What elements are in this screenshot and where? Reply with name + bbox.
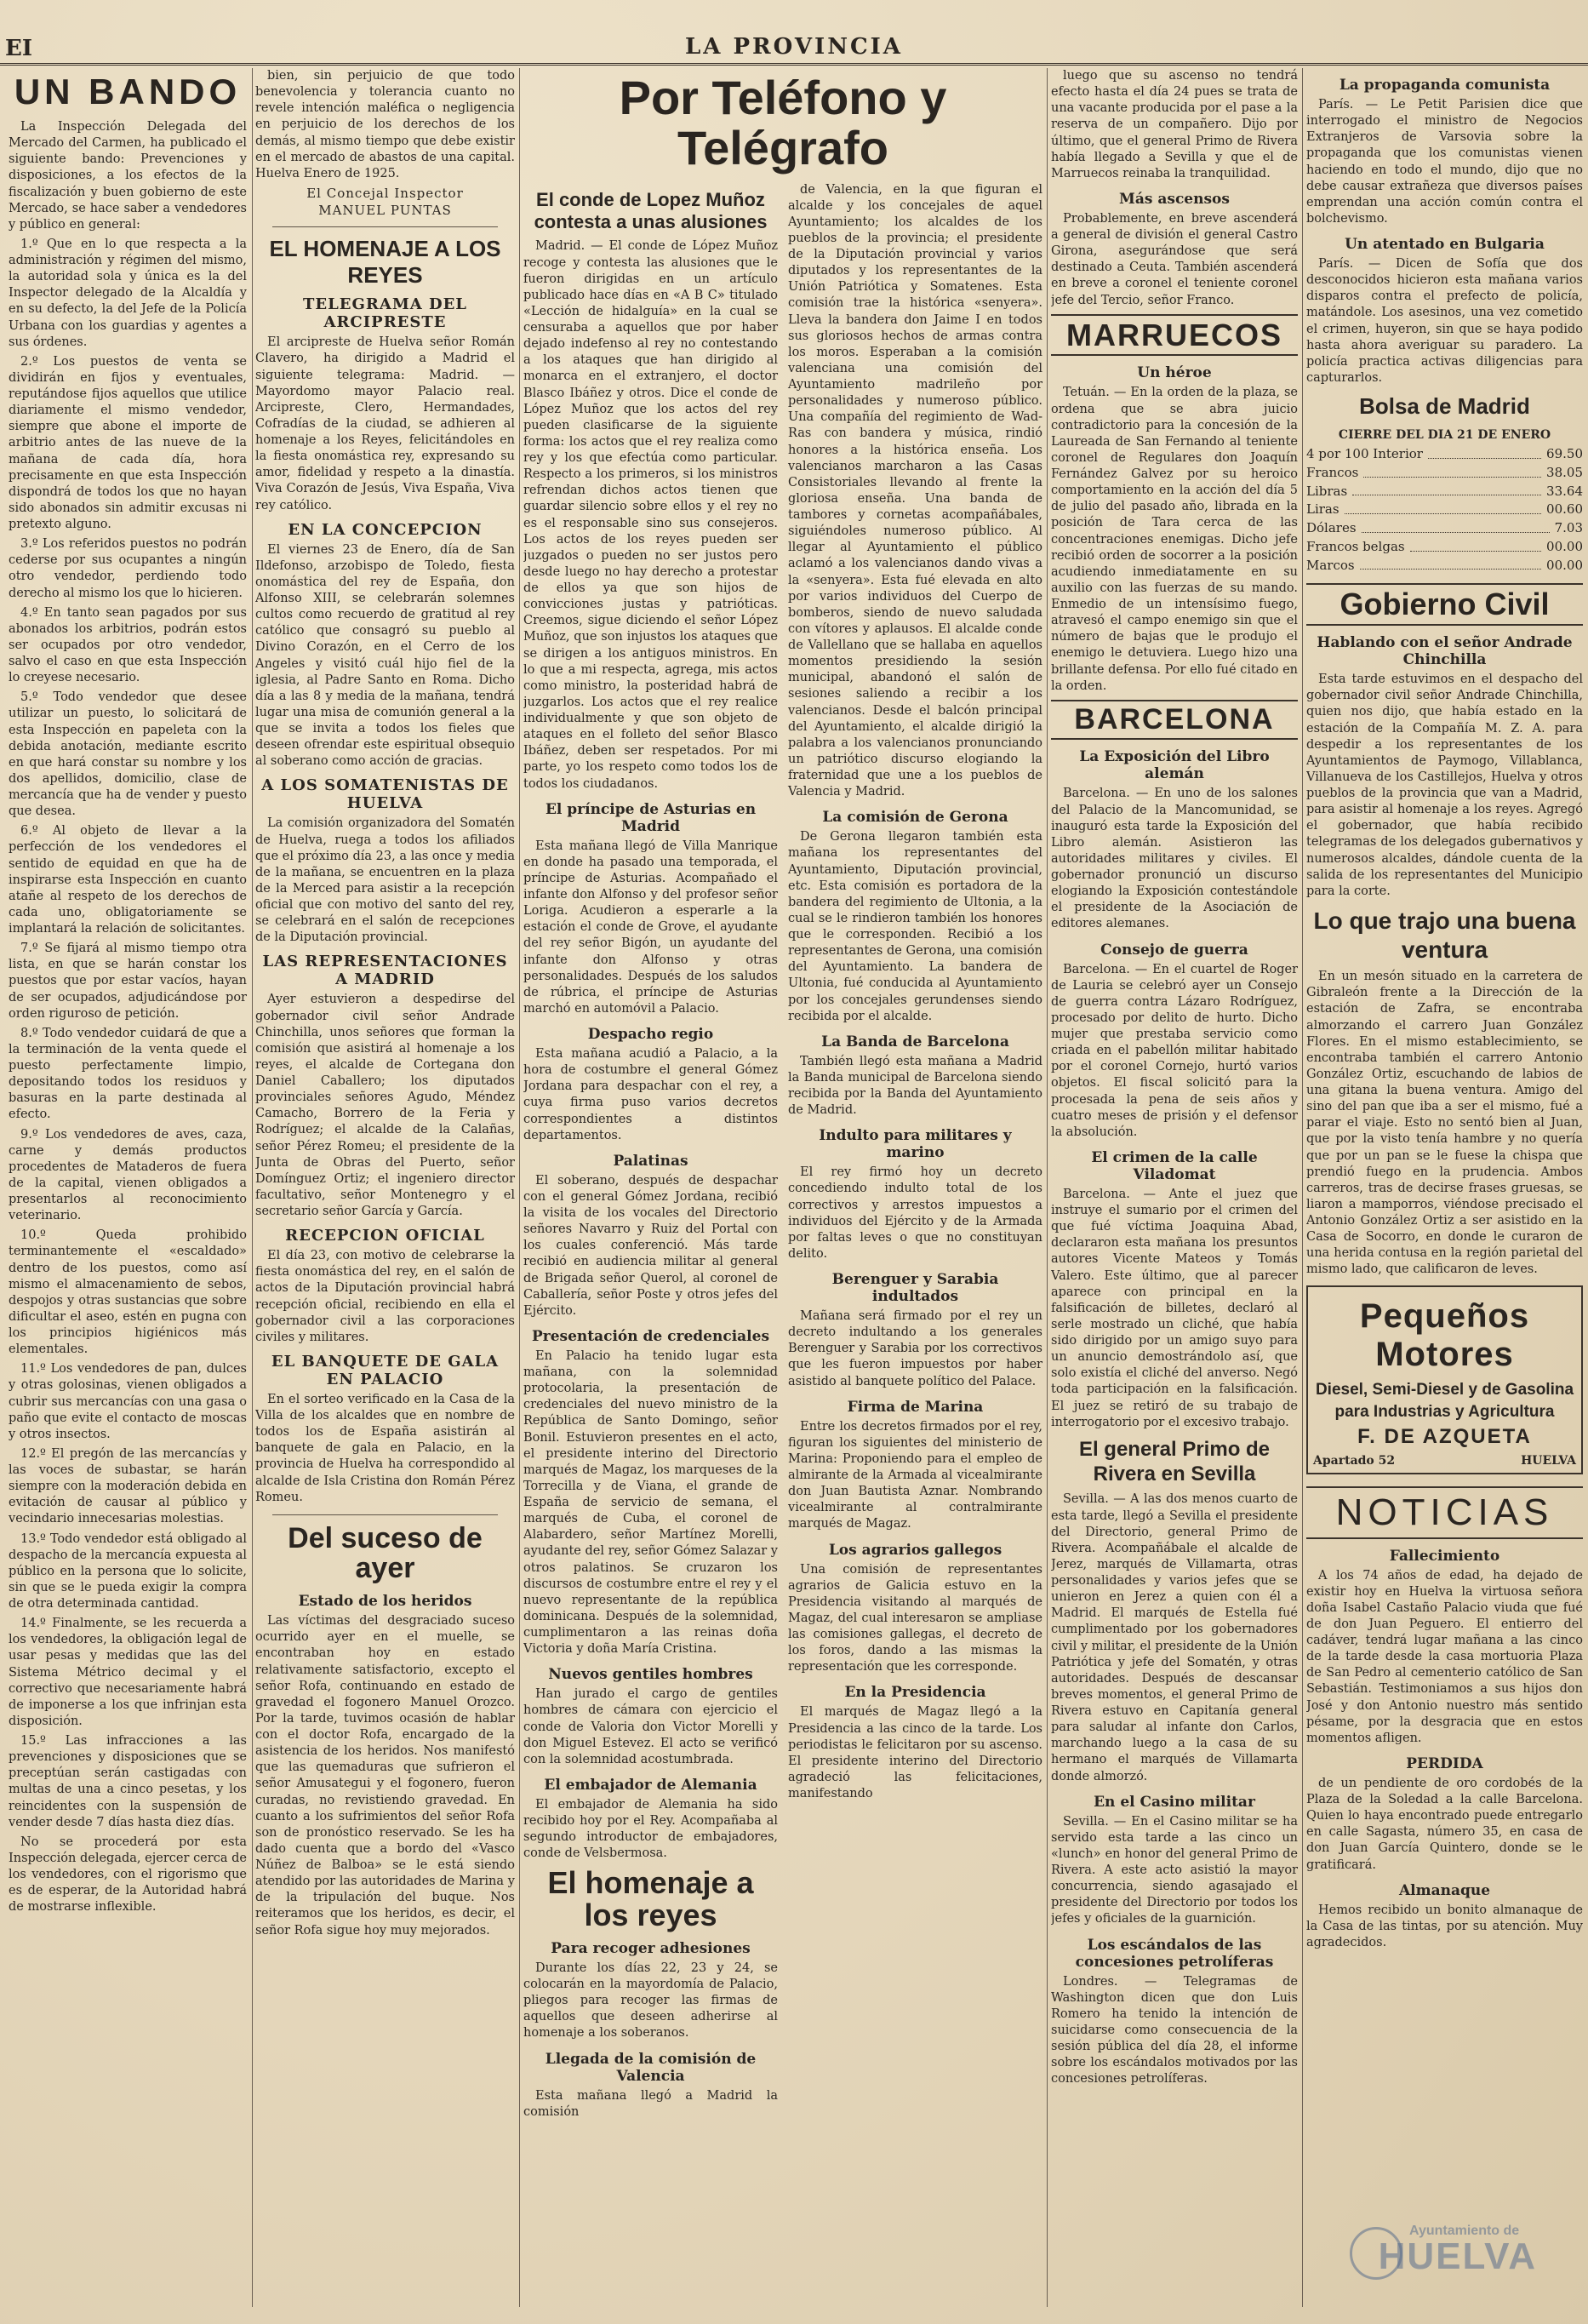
masthead xyxy=(0,29,1588,66)
leader-dots xyxy=(1352,483,1541,496)
subcolumn-left xyxy=(523,182,778,2124)
signature-name: MANUEL PUNTAS xyxy=(318,202,452,218)
subheading: Para recoger adhesiones xyxy=(551,1939,751,1957)
article-body: De Gerona llegaron también esta mañana los representantes del Ayuntamiento, Diputación provincial, etc. Esta comisión es portadora de la bandera del regimiento de Ultonia, a la cual se le rindieron también los honores que le corresponden. Recibió a los representantes de Gerona, una comisión del Ayuntamiento. La bandera de Ultonia, fué conducida al Ayuntamiento por los concejales gerundenses siendo recibida por el alcalde. xyxy=(788,830,1042,1023)
bolsa-label: Marcos xyxy=(1306,557,1355,573)
article-paragraphs xyxy=(9,237,247,1916)
leader-dots xyxy=(1360,557,1541,570)
subheading: Los escándalos de las concesiones petrolíferas xyxy=(1075,1936,1274,1971)
article-continuation: bien, sin perjuicio de que todo benevolencia y tolerancia cuanto no revele intención maléfica o negligencia en perjuicio de los derechos de los demás, al mismo tiempo que debe existir en el mercado de abastos de una capital. Huelva Enero de 1925. xyxy=(255,69,515,180)
article-paragraph: 9.º Los vendedores de aves, caza, carne y demás productos procedentes de Mataderos de fuera de la capital, vienen obligados a presentarlos al reconocimiento veterinario. xyxy=(9,1127,247,1223)
article-paragraph: 4.º En tanto sean pagados por sus abonados los arbitrios, podrán estos ser ocupados por otro vendedor, salvo el caso en que esta Inspección lo creyese necesario. xyxy=(9,605,247,685)
ad-apartado: Apartado 52 xyxy=(1313,1453,1396,1468)
subheading: En el Casino militar xyxy=(1094,1793,1255,1811)
article-body: Durante los días 22, 23 y 24, se colocarán en la mayordomía de Palacio, pliegos para recoger las firmas de aquellos que deseen adherirse al homenaje a los soberanos. xyxy=(523,1961,778,2041)
leader-dots xyxy=(1362,519,1550,533)
subheading: EN LA CONCEPCION xyxy=(288,520,483,539)
article-body: Barcelona. — Ante el juez que instruye el sumario por el crimen del que fué víctima Joaquina Abad, declararon esta mañana los presuntos autores Vicente Mateos y Tomás Valero. Este último, que al parecer aparece con principal en la falsificación de billetes, declaró al serle mostrado un cliché, que había sido dirigido por un amigo suyo para un anuncio demostrándolo así, que solo existía el cliché del anverso. Negó toda participación en la falsificación. El juez se retiró de su trabajo de interrogatorio por el excesivo trabajo. xyxy=(1051,1187,1298,1429)
article-paragraph: 7.º Se fijará al mismo tiempo otra lista, en que se harán constar los puestos que por estar vacíos, hayan de ser ocupados, adjudicándose por orden riguroso de petición. xyxy=(9,942,247,1021)
subheading: Llegada de la comisión de Valencia xyxy=(545,2050,757,2085)
divider xyxy=(272,226,498,227)
article-paragraph: 14.º Finalmente, se les recuerda a los vendedores, la obligación legal de usar pesas y medidas que las del Sistema Métrico decimal y el correctivo que necesariamente habrá de imponerse a los que infrinjan esta disposición. xyxy=(9,1617,247,1728)
article-body: Hemos recibido un bonito almanaque de la Casa de las tintas, por su atención. Muy agradecidos. xyxy=(1306,1903,1583,1949)
subheading: Hablando con el señor Andrade Chinchilla xyxy=(1317,634,1573,669)
column-rule xyxy=(519,68,520,2307)
column-rule xyxy=(1047,68,1048,2307)
article-body: Madrid. — El conde de López Muñoz recoge y contesta las alusiones que le fueron dirigidas en un artículo publicado hace días en «A B C» titulado «Lección de hidalguía» en la cual se censuraba a aquellos que por haber dejado indefenso al rey no contestando a los ataques que han dirigido al monarca en el extranjero, el doctor Blasco Ibáñez y otros. Dice el conde de López Muñoz que los actos del rey pueden clasificarse de la siguiente forma: los actos que el rey realiza como rey y los que efectúa como particular. Respecto a los primeros, si los ministros refrendan dichos actos tienen que guardar silencio sobre ellos y el rey no es el responsable sino sus consejeros. Los actos de los reyes pueden ser juzgados o pueden no ser justos pero desde luego no hay derecho a protestar de ellos ya que son hijos de convicciones justas y patrióticas. Creemos, sigue diciendo el señor López Muñoz, que son injustos los ataques que se dirigen a los antiguos ministros. En lo que a mi respecta, agrega, mis actos como ministro, la posteridad habrá de juzgarlos. Los actos que el rey realice individualmente y que son objeto de ataques en el folleto del señor Blasco Ibáñez, deben ser respetados. Por mi parte, yo los respeto como todos los de todos los ciudadanos. xyxy=(523,239,778,791)
article-paragraph: 13.º Todo vendedor está obligado al despacho de la mercancía expuesta al público en la persona que lo solicite, sin que se le pueda exigir la compra de otra determinada cantidad. xyxy=(9,1531,247,1611)
bolsa-row xyxy=(1306,538,1583,557)
article-paragraph: 10.º Queda prohibido terminantemente el «escaldado» dentro de los puestos, como así mismo el almacenamiento de sebos, despojos y otras sustancias que sobre dificultar el aseo, estén en pugna con los principios higiénicos más elementales. xyxy=(9,1228,247,1357)
bolsa-value: 00.60 xyxy=(1546,501,1583,518)
subheading: Palatinas xyxy=(613,1152,688,1170)
subheading: Fallecimiento xyxy=(1389,1547,1500,1565)
article-body: Mañana será firmado por el rey un decreto indultando a los generales Berenguer y Sarabia por los correctivos que les fueron impuestos por haber asistido al banquete político del Palace. xyxy=(788,1309,1042,1388)
article-paragraph: 5.º Todo vendedor que desee utilizar un puesto, lo solicitará de esta Inspección en papeleta con la debida anotación, mediante escrito en que hará constar su nombre y los dos apellidos, domicilio, clase de mercancía que ha de vender y puesto que desea. xyxy=(9,690,247,819)
article-body: Sevilla. — En el Casino militar se ha servido esta tarde a las cinco un «lunch» en honor del general Primo de Rivera. A este acto asistió la mayor concurrencia, siendo agasajado el presidente del Directorio por todos los jefes y oficiales de la guarnición. xyxy=(1051,1814,1298,1926)
column-3 xyxy=(523,68,1042,2307)
article-paragraph: 2.º Los puestos de venta se dividirán en fijos y eventuales, reputándose fijos aquellos que utilice diariamente el mismo vendedor, siempre que abone el importe de arbitrio antes de las nueve de la mañana de cada día, hora precisamente en que esta Inspección dispondrá de todos los que no hayan sido abonados sin admitir excusas ni pretexto alguno. xyxy=(9,354,247,532)
headline-homenaje-reyes: El homenaje a los reyes xyxy=(547,1865,754,1933)
subheading: Los agrarios gallegos xyxy=(828,1541,1002,1559)
advertisement xyxy=(1306,1285,1583,1474)
headline-suceso: Del suceso de ayer xyxy=(288,1521,483,1585)
article-body: En Palacio ha tenido lugar esta mañana, con la solemnidad protocolaria, la presentación de credenciales del nuevo ministro de la República de Santo Domingo, señor Bonil. Estuvieron presentes en el acto, el presidente interino del Directorio marqués de Magaz, los marqueses de la Torrecilla y de Viana, el grande de España de servicio de semana, el marqués de Cuba, el coronel de Alabardero, señor Martínez Morelli, ayudante del rey, señor Gómez Salazar y otros palatinos. Se cruzaron los discursos de costumbre entre el rey y el nuevo representante de la república dominicana. Después de la solemnidad, cumplimentaron a las reinas doña Victoria y doña María Cristina. xyxy=(523,1348,778,1657)
column-4 xyxy=(1051,68,1298,2307)
masthead-left: EI xyxy=(5,36,32,61)
subheading: Estado de los heridos xyxy=(298,1593,472,1611)
ad-footer xyxy=(1313,1454,1576,1468)
ad-title: Pequeños Motores xyxy=(1359,1297,1530,1373)
bolsa-value: 33.64 xyxy=(1546,483,1583,499)
column-2 xyxy=(255,68,515,2307)
headline-buena-ventura: Lo que trajo una buena ventura xyxy=(1313,907,1576,963)
headline-noticias: NOTICIAS xyxy=(1306,1486,1583,1539)
signature-title: El Concejal Inspector xyxy=(306,185,464,201)
article-body: El día 23, con motivo de celebrarse la fiesta onomástica del rey, en el salón de actos de la Diputación provincial habrá recepción oficial, recibiendo en ella el gobernador civil a las corporaciones civiles y militares. xyxy=(255,1249,515,1344)
article-body: El soberano, después de despachar con el general Gómez Jordana, recibió la visita de los vocales del Directorio señores Navarro y Ruiz del Portal con los cuales conferenció. Más tarde recibió en audiencia militar al general de Brigada señor Querol, al coronel de Caballería, señor Poste y otros jefes del Ejército. xyxy=(523,1173,778,1318)
subcolumn-right xyxy=(788,182,1042,2124)
article-paragraph: 3.º Los referidos puestos no podrán cederse por sus ocupantes a ningún otro vendedor, perdiendo todo derecho al mismo los que lo hicieren. xyxy=(9,537,247,600)
headline-primo-rivera: El general Primo de Rivera en Sevilla xyxy=(1078,1437,1271,1485)
article-paragraph: 12.º El pregón de las mercancías y las voces de subastar, se harán siempre con la moderación debida en evitación de causar al público y vecindario innecesarias molestias. xyxy=(9,1446,247,1526)
column-rule xyxy=(252,68,253,2307)
article-body: También llegó esta mañana a Madrid la Banda municipal de Barcelona siendo recibida por la Banda del Ayuntamiento de Madrid. xyxy=(788,1054,1042,1118)
subheading: Un héroe xyxy=(1137,364,1212,382)
column-5 xyxy=(1306,68,1583,2307)
bolsa-value: 38.05 xyxy=(1546,464,1583,480)
bolsa-table xyxy=(1306,445,1583,575)
article-paragraph: 11.º Los vendedores de pan, dulces y otras golosinas, vienen obligados a cubrir sus mercancías con una gasa o paño que evite el contacto de moscas y otros insectos. xyxy=(9,1362,247,1441)
article-body: Barcelona. — En uno de los salones del Palacio de la Mancomunidad, se inauguró esta tarde la Exposición del Libro alemán. Asistieron las autoridades militares y civiles. El gobernador pronunció un discurso elogiando la Exposición contestándole el presidente de la Asociación de editores alemanes. xyxy=(1051,787,1298,931)
leader-dots xyxy=(1410,538,1541,552)
bolsa-label: Francos xyxy=(1306,464,1359,480)
leader-dots xyxy=(1428,445,1541,459)
bolsa-label: Dólares xyxy=(1306,520,1357,536)
article-body: En el sorteo verificado en la Casa de la Villa de los alcaldes que en nombre de todos los de España asistirán al banquete de gala en Palacio, en la provincia de Huelva ha correspondido al alcalde de Isla Cristina don Román Pérez Romeu. xyxy=(255,1392,515,1504)
bolsa-row xyxy=(1306,464,1583,483)
bolsa-label: Francos belgas xyxy=(1306,538,1405,554)
article-body: El embajador de Alemania ha sido recibido hoy por el Rey. Acompañaba al segundo introductor de embajadores, conde de Velsbermosa. xyxy=(523,1797,778,1861)
bolsa-date: CIERRE DEL DIA 21 DE ENERO xyxy=(1338,428,1551,443)
bolsa-row xyxy=(1306,557,1583,575)
watermark-line2: HUELVA xyxy=(1378,2235,1537,2277)
article-body: Ayer estuvieron a despedirse del gobernador civil señor Andrade Chinchilla, unos señores que forman la comisión que asistirá al homenaje a los reyes, el alcalde de Cortegana don Daniel Caballero; los diputados provinciales señores Agudo, Méndez Camacho, Borrero de la Feria y Rodríguez; el alcalde de la Calañas, señor Pérez Romeu; el presidente de la Junta de Obras del Puerto, señor Domínguez Ortiz; el ingeniero director facultativo, señor Montenegro y el secretario señor García y García. xyxy=(255,993,515,1218)
subheading: TELEGRAMA DEL ARCIPRESTE xyxy=(303,295,467,332)
article-body: Barcelona. — En el cuartel de Roger de Lauria se celebró ayer un Consejo de guerra contra Lázaro Rodríguez, procesado por delito de hurto. Dicho mujer que prestaba servicio como criada en el pabellón militar habitado por el coronel Cornejo, hurtó varios objetos. El fiscal solicitó para la procesada la pena de seis años y cuatro meses de prisión y el defensor la absolución. xyxy=(1051,962,1298,1139)
bolsa-label: 4 por 100 Interior xyxy=(1306,446,1423,462)
bolsa-value: 00.00 xyxy=(1546,557,1583,573)
bolsa-value: 00.00 xyxy=(1546,538,1583,554)
article-body: La comisión organizadora del Somatén de Huelva, ruega a todos los afiliados que el próximo día 23, a las once y media de la mañana, se encuentren en la plaza de la Merced para asistir a la recepción oficial que con motivo del santo del rey, se celebrará en el salón de recepciones de la Diputación provincial. xyxy=(255,816,515,945)
subheading: Indulto para militares y marino xyxy=(819,1127,1012,1162)
article-body: Las víctimas del desgraciado suceso ocurrido ayer en el muelle, se encontraban hoy en estado relativamente satisfactorio, excepto el señor Rofa, continuando en estado de gravedad el fogonero Manuel Orozco. Por la tarde, tuvimos ocasión de hablar con el doctor Rofa, encargado de la asistencia de los heridos. Nos manifestó que las quemaduras que sufrieron el señor Amusategui y el fogonero, fueron curadas, no revistiendo gravedad. En cuanto a los sufrimientos del señor Rofa son de pronóstico reservado. Se les ha dado cuenta que a bordo del «Vasco Núñez de Balboa» se le está siendo atendido por las autoridades de Marina y de la tripulación del buque. Nos reiteramos que los heridos, es decir, el señor Rofa sigue hoy muy mejorados. xyxy=(255,1614,515,1938)
subheading: Más ascensos xyxy=(1119,190,1230,208)
article-body: Esta mañana llegó a Madrid la comisión xyxy=(523,2088,778,2119)
article-paragraph: 8.º Todo vendedor cuidará de que a la terminación de la venta quede el puesto perfectamente limpio, depositando todos los residuos y basuras en la parte destinada al efecto. xyxy=(9,1026,247,1122)
subheading: EL BANQUETE DE GALA EN PALACIO xyxy=(271,1352,500,1388)
subheading: La comisión de Gerona xyxy=(822,809,1008,827)
leader-dots xyxy=(1363,464,1541,478)
article-body: Sevilla. — A las dos menos cuarto de esta tarde, llegó a Sevilla el presidente del Directorio, general Primo de Rivera. Acompañábale el alcalde de Jerez, marqués de Villamarta, otras personalidades y varios jefes que se unieron en Jerez a quien con él a Madrid. El marqués de Estella fué cumplimentado por los gobernadores civil y militar, el presidente de la Unión Patriótica y jefe del Somatén, y otras autoridades. Después de descansar breves momentos, el general Primo de Rivera estuvo en Capitanía general para saludar al infante don Carlos, marchando luego a la casa de su hermano el marqués de Villamarta donde almorzó. xyxy=(1051,1492,1298,1783)
divider xyxy=(272,1514,498,1515)
two-column-body xyxy=(523,182,1042,2124)
bolsa-value: 69.50 xyxy=(1546,446,1583,462)
article-body: Han jurado el cargo de gentiles hombres de cámara con ejercicio el conde de Valoria don Victor Morelli y don Miguel Estevez. El acto se verificó con la solemnidad acostumbrada. xyxy=(523,1687,778,1766)
subheading: PERDIDA xyxy=(1406,1754,1483,1772)
bolsa-row xyxy=(1306,501,1583,519)
article-body: Tetuán. — En la orden de la plaza, se ordena que se abra juicio contradictorio para la concesión de la Laureada de San Fernando al teniente coronel de Regulares don Joaquín Fernández Galvez por su heroico comportamiento en la acción del día 5 de julio del pasado año, librada en la posición de Tara cerca de las concentraciones enemigas. Dicho jefe recibió orden de socorrer a la posición acudiendo inmediatamente en su auxilio con las fuerzas de su mando. Enmedio de un intensísimo fuego, atravesó el campo enemigo sin que el número de bajas que le produjo el enemigo le detuviera. Luego hizo una brillante defensa. Por ello fué citado en la orden. xyxy=(1051,386,1298,693)
seal-icon xyxy=(1350,2227,1402,2280)
subheading: Un atentado en Bulgaria xyxy=(1345,236,1545,253)
subheading: El crimen de la calle Viladomat xyxy=(1091,1148,1258,1183)
watermark-line1: Ayuntamiento de xyxy=(1409,2224,1520,2238)
column-1 xyxy=(9,68,247,2307)
ad-line: para Industrias y Agricultura xyxy=(1334,1402,1555,1421)
subheading: Consejo de guerra xyxy=(1100,941,1248,959)
bolsa-row xyxy=(1306,483,1583,501)
article-body: Londres. — Telegramas de Washington dicen que don Luis Romero ha tenido la intención de suicidarse como consecuencia de la sesión pública del día 28, el informe sobre los escándalos motivados por las concesiones petrolíferas. xyxy=(1051,1974,1298,2086)
article-body: de un pendiente de oro cordobés de la Plaza de la Soledad a la calle Barcelona. Quien lo haya encontrado puede entregarlo en calle Sagasta, número 35, en casa de don Juan García Quintero, donde se le gratificará. xyxy=(1306,1776,1583,1872)
article-body: En un mesón situado en la carretera de Gibraleón frente a la Dirección de la estación de Zafra, se encontraba almorzando el carrero Juan González Flores. En el mismo establecimiento, se encontraba también el carrero Antonio González Ortiz, escuchando de labios de una gitana la buena ventura. Amigo del sino del pan que iba a ser el mismo, fué a parar el viaje. Esto no sentó bien al Juan, que por la visto tenía hambre y no quería que por un pan se le fuese la chispa que prendió fuego en la prudencia. Ambos carreros, tras de decirse frases gruesas, se liaron a mamporros, viéndose precisado el Antonio González Ortiz a ser asistido en la Casa de Socorro, en donde le curaron de una herida contusa en la región parietal del mismo lado, que calificaron de leves. xyxy=(1306,970,1583,1277)
article-continuation: luego que su ascenso no tendrá efecto hasta el día 24 pues se trata de una vacante producida por el pase a la reserva de un compañero. Dijo por último, que el general Primo de Rivera había llegado a Sevilla y que el de Marruecos reinaba la tranquilidad. xyxy=(1051,69,1298,180)
article-body: Esta mañana acudió a Palacio, a la hora de costumbre el general Gómez Jordana para despachar con el rey, a cuya firma puso varios decretos correspondientes a distintos departamentos. xyxy=(523,1047,778,1142)
subheading: LAS REPRESENTACIONES A MADRID xyxy=(262,953,508,989)
archive-watermark xyxy=(1350,2224,1537,2283)
bolsa-row xyxy=(1306,519,1583,538)
subheading: Berenguer y Sarabia indultados xyxy=(831,1271,999,1306)
article-body: Entre los decretos firmados por el rey, figuran los siguientes del ministerio de Marina: Proponiendo para el empleo de almirante de la Armada al vicealmirante don Juan Bautista Aznar. Nombrando vicealmirante al contralmirante marqués de Magaz. xyxy=(788,1419,1042,1531)
subheading: El conde de Lopez Muñoz contesta a unas alusiones xyxy=(534,188,768,232)
article-paragraph: No se procederá por esta Inspección delegada, ejercer cerca de los vendedores, con el rigorismo que es de esperar, de la Autoridad habrá de mostrarse inflexible. xyxy=(9,1835,247,1915)
ad-city: HUELVA xyxy=(1521,1453,1576,1468)
article-body: Probablemente, en breve ascenderá a general de división el general Castro Girona, asegurándose que será destinado a Ceuta. También ascenderá en breve a coronel el teniente coronel jefe del Tercio, señor Franco. xyxy=(1051,211,1298,307)
headline-homenaje: EL HOMENAJE A LOS REYES xyxy=(269,235,501,289)
article-body: A los 74 años de edad, ha dejado de existir hoy en Huelva la virtuosa señora doña Isabel Castaño Palacio viuda que fué de don Juan Peguero. El entierro del cadáver, tendrá lugar mañana a las cinco de la tarde desde la casa mortuoria Plaza de San Pedro al cementerio católico de San Sebastián. Testimoniamos a sus hijos don José y don Antonio nuestro más sentido pésame, por la desgracia que en estos momentos afligen. xyxy=(1306,1568,1583,1745)
subheading: Almanaque xyxy=(1398,1881,1491,1899)
subheading: Presentación de credenciales xyxy=(531,1327,770,1345)
subheading: El embajador de Alemania xyxy=(544,1776,757,1794)
bolsa-label: Liras xyxy=(1306,501,1340,518)
newspaper-title: LA PROVINCIA xyxy=(685,34,903,60)
article-intro: La Inspección Delegada del Mercado del Carmen, ha publicado el siguiente bando: Prevenciones y disposiciones, a los efectos de la fiscalización y buen gobierno de este Mercado, se hace saber a vendedores y público en general: xyxy=(9,120,247,232)
article-body: de Valencia, en la que figuran el alcalde y los concejales de aquel Ayuntamiento; los alcaldes de los pueblos de la provincia; el presidente de la Diputación provincial y varios diputados y los representantes de la Unión Patriótica y Somatenes. Esta comisión trae la histórica «senyera». Lleva la bandera don Jaime I en todos sus gloriosos hechos de armas contra los moros. Esperaban a la comisión valenciana una comisión del Ayuntamiento madrileño por personalidades y numeroso público. Una compañía del regimiento de Wad-Ras con bandera y música, rindió honores a la histórica enseña. Los valencianos marcharon a las Casas Consistoriales llevando al frente la gloriosa enseña. Una banda de tambores y cornetas acompañábales, siguiéndoles numeroso público. Al llegar al Ayuntamiento el público aclamó a los valencianos dando vivas a la «senyera». Esta fué elevada en alto por varios individuos del Cuerpo de bomberos, siendo de nuevo saludada con vítores y aplausos. El alcalde conde de Vallellano que se hallaba en aquellos momentos presidiendo la sesión municipal, abandonó el salón de sesiones saliendo a recibir a los valencianos. Desde el balcón principal del Ayuntamiento, el alcalde dirigió la palabra a los valencianos pronunciando un patriótico discurso elogiando la fraternidad que une a los pueblos de Valencia y Madrid. xyxy=(788,182,1042,799)
subheading: La Exposición del Libro alemán xyxy=(1079,748,1270,783)
subheading: Despacho regio xyxy=(587,1026,714,1043)
headline-marruecos: MARRUECOS xyxy=(1051,314,1298,357)
column-rule xyxy=(1302,68,1303,2307)
subheading: Firma de Marina xyxy=(847,1398,984,1416)
leader-dots xyxy=(1345,501,1541,514)
article-paragraph: 15.º Las infracciones a las prevenciones y disposiciones que se preceptúan serán castigadas con multas de una a cinco pesetas, y los reincidentes con la suspensión de vender desde 7 días hasta diez días. xyxy=(9,1734,247,1829)
article-body: París. — Dicen de Sofía que dos desconocidos hicieron esta mañana varios disparos contra el prefecto de policía, matándole. Los asesinos, una vez cometido el crimen, huyeron, sin que se haya podido hasta ahora averiguar su paradero. La policía practica activas diligencias para capturarlos. xyxy=(1306,257,1583,385)
subheading: La propaganda comunista xyxy=(1339,77,1551,94)
article-paragraph: 6.º Al objeto de llevar a la perfección de los vendedores el sentido de equidad en que ha de inspirarse esta Inspección en cuanto atañe al respeto de los derechos de cada uno, obligatoriamente se implantará la relación de solicitantes. xyxy=(9,824,247,936)
article-body: Esta mañana llegó de Villa Manrique en donde ha pasado una temporada, el príncipe de Asturias. Acompañado el infante don Alfonso y del profesor señor Loriga. Acudieron a esperarle a la estación el conde de Grove, el ayudante del rey señor Bigón, un ayudante del infante don Alfonso y otras personalidades. Después de los saludos de rúbrica, el príncipe de Asturias marchó en automóvil a Palacio. xyxy=(523,839,778,1016)
headline-gobierno-civil: Gobierno Civil xyxy=(1306,583,1583,626)
subheading: Nuevos gentiles hombres xyxy=(548,1666,753,1684)
article-paragraph: 1.º Que en lo que respecta a la administración y régimen del mismo, la autoridad sola y única es la del Inspector delegado de la Alcaldía y en su defecto, la del Jefe de la Policía Urbana con los guardias y agentes a sus órdenes. xyxy=(9,237,247,349)
article-body: París. — Le Petit Parisien dice que interrogado el ministro de Negocios Extranjeros de Varsovia sobre la propaganda que los comunistas vienen haciendo en todo el mundo, dijo que no debe causar extrañeza que diversos países emprendan una acción común contra el bolchevismo. xyxy=(1306,98,1583,226)
headline-un-bando: UN BANDO xyxy=(14,72,242,112)
subheading: RECEPCION OFICIAL xyxy=(285,1227,485,1245)
article-body: Esta tarde estuvimos en el despacho del gobernador civil señor Andrade Chinchilla, quien nos dijo, que había estado en la estación de la Compañía M. Z. A. para despedir a los representantes de los Ayuntamientos de Paymogo, Villablanca, Villanueva de los Castillejos, Huelva y otros pueblos de la provincia que van a Madrid, para asistir al homenaje a los reyes. Agregó el gobernador, que había recibido telegramas de los delegados gubernativos y numerosos alcaldes, dándole cuenta de la salida de los representantes del Municipio para la corte. xyxy=(1306,673,1583,898)
article-body: El rey firmó hoy un decreto concediendo indulto total de los correctivos y arrestos impuestos a individuos del Ejército y de la Armada por faltas leves o que no constituyan delito. xyxy=(788,1165,1042,1261)
bolsa-row xyxy=(1306,445,1583,464)
article-body: Una comisión de representantes agrarios de Galicia estuvo en la Presidencia visitando al marqués de Magaz, del cual interesaron se ampliase las comisiones gallegas, el decreto de los foros, dando a las mismas la representación que les corresponde. xyxy=(788,1562,1042,1674)
headline-telefono-telegrafo: Por Teléfono y Telégrafo xyxy=(619,71,947,175)
subheading: La Banda de Barcelona xyxy=(821,1033,1009,1050)
headline-barcelona: BARCELONA xyxy=(1051,700,1298,741)
article-body: El viernes 23 de Enero, día de San Ildefonso, arzobispo de Toledo, fiesta onomástica del rey de España, don Alfonso XIII, se celebrarán solemnes cultos como recuerdo de gratitud al rey católico que consagró su pueblo al Divino Corazón, en el Cerro de los Angeles y visitó cuál hijo fiel de la iglesia, al Padre Santo en Roma. Dicho día a las 8 y media de la mañana, tendrá lugar una misa de comunión general a la que se invita a todos los fieles que deseen ofrendar este espiritual obsequio al soberano como acción de gracias. xyxy=(255,542,515,769)
subheading: El príncipe de Asturias en Madrid xyxy=(545,800,757,835)
subheading: En la Presidencia xyxy=(844,1684,986,1702)
subheading: A LOS SOMATENISTAS DE HUELVA xyxy=(261,776,509,813)
ad-line: Diesel, Semi-Diesel y de Gasolina xyxy=(1315,1380,1574,1399)
bolsa-label: Libras xyxy=(1306,483,1348,499)
ad-company: F. DE AZQUETA xyxy=(1357,1424,1532,1448)
bolsa-title: Bolsa de Madrid xyxy=(1359,393,1530,419)
article-body: El marqués de Magaz llegó a la Presidencia a las cinco de la tarde. Los periodistas le felicitaron por su ascenso. El presidente interino del Directorio agradeció las felicitaciones, manifestando xyxy=(788,1705,1042,1801)
bolsa-value: 7.03 xyxy=(1554,520,1583,536)
article-body: El arcipreste de Huelva señor Román Clavero, ha dirigido a Madrid el siguiente telegrama: Madrid. — Mayordomo mayor Palacio real. Arcipreste, Clero, Hermandades, Cofradías de la ciudad, se adhieren al homenaje a los Reyes, felicitándoles en la fiesta onomástica rey, expresando su amor, fidelidad y respeto a la dinastía. Viva Corazón de Jesús, Viva España, Viva rey católico. xyxy=(255,335,515,512)
